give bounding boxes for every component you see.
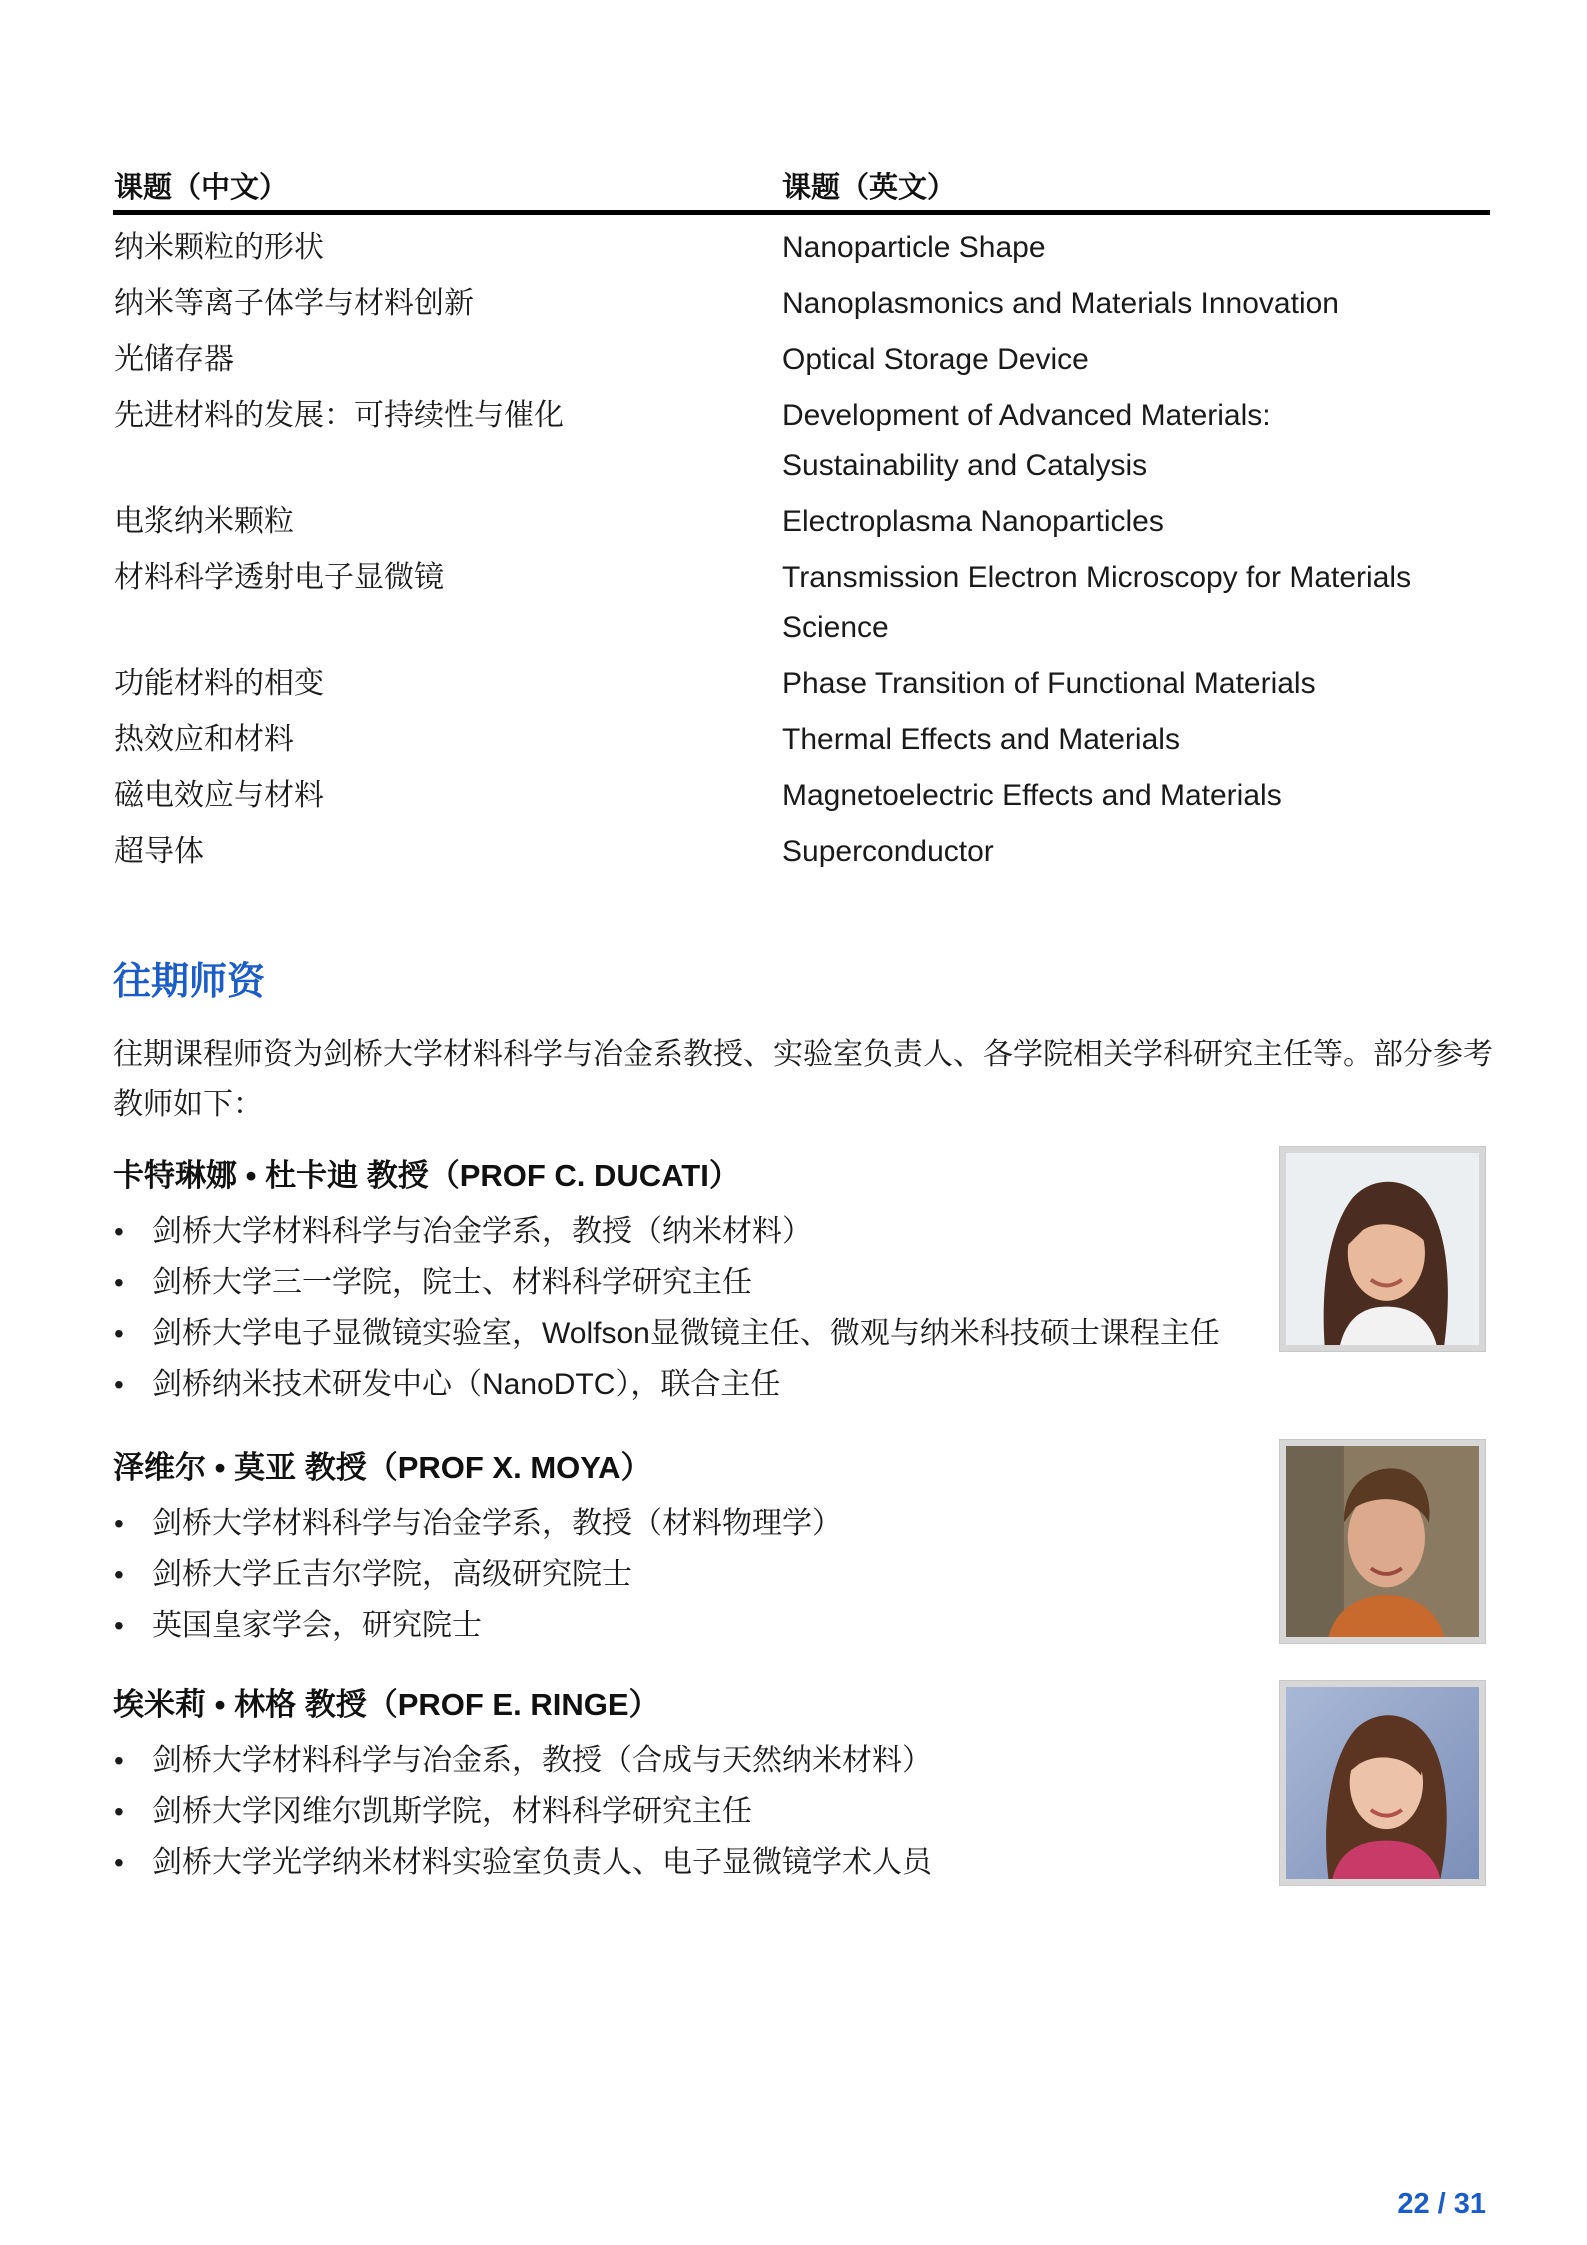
- header-chinese: 课题（中文）: [114, 171, 289, 204]
- topic-en: Magnetoelectric Effects and Materials: [782, 779, 1282, 812]
- table-row: [113, 824, 1490, 880]
- topic-cn: 热效应和材料: [114, 723, 294, 756]
- topic-en: Transmission Electron Microscopy for Materials Science: [782, 561, 1412, 644]
- professor-photo: [1279, 1439, 1486, 1644]
- table-row: [113, 388, 1490, 494]
- section-title: 往期师资: [113, 961, 266, 1003]
- table-row: [113, 332, 1490, 388]
- topic-en: Optical Storage Device: [782, 343, 1089, 376]
- topic-cn: 磁电效应与材料: [114, 779, 324, 812]
- table-row: [113, 220, 1490, 276]
- topic-cn: 电浆纳米颗粒: [114, 505, 294, 538]
- professor-name: 埃米莉 • 林格 教授（PROF E. RINGE）: [113, 1687, 660, 1722]
- list-item: • 剑桥大学丘吉尔学院，高级研究院士: [113, 1549, 1493, 1600]
- topic-en: Superconductor: [782, 835, 994, 868]
- list-item: • 剑桥纳米技术研发中心（NanoDTC），联合主任: [113, 1359, 1493, 1410]
- topic-en: Development of Advanced Materials: Sustainability and Catalysis: [782, 399, 1271, 482]
- topic-en: Nanoplasmonics and Materials Innovation: [782, 287, 1339, 320]
- list-item: • 剑桥大学材料科学与冶金学系，教授（纳米材料）: [113, 1206, 1493, 1257]
- topic-cn: 功能材料的相变: [114, 667, 324, 700]
- list-item: • 剑桥大学材料科学与冶金系，教授（合成与天然纳米材料）: [113, 1735, 1493, 1786]
- table-row: [113, 494, 1490, 550]
- page-number: 22 / 31: [1397, 2188, 1486, 2220]
- header-english: 课题（英文）: [782, 171, 957, 204]
- topic-en: Electroplasma Nanoparticles: [782, 505, 1164, 538]
- table-row: [113, 276, 1490, 332]
- list-item: • 剑桥大学冈维尔凯斯学院，材料科学研究主任: [113, 1786, 1493, 1837]
- list-item: • 剑桥大学光学纳米材料实验室负责人、电子显微镜学术人员: [113, 1837, 1493, 1888]
- table-row: [113, 550, 1490, 656]
- portrait-image: [1286, 1153, 1479, 1345]
- portrait-image: [1286, 1446, 1479, 1637]
- topic-cn: 材料科学透射电子显微镜: [114, 561, 444, 594]
- section-intro: 往期课程师资为剑桥大学材料科学与冶金系教授、实验室负责人、各学院相关学科研究主任等。部分参考教师如下：: [113, 1038, 1493, 1121]
- topic-cn: 纳米颗粒的形状: [114, 231, 324, 264]
- topic-cn: 先进材料的发展：可持续性与催化: [114, 399, 564, 432]
- topic-cn: 纳米等离子体学与材料创新: [114, 287, 474, 320]
- topic-en: Nanoparticle Shape: [782, 231, 1046, 264]
- professor-photo: [1279, 1680, 1486, 1886]
- professor-name: 卡特琳娜 • 杜卡迪 教授（PROF C. DUCATI）: [113, 1158, 740, 1193]
- list-item: • 剑桥大学电子显微镜实验室，Wolfson显微镜主任、微观与纳米科技硕士课程主任: [113, 1308, 1493, 1359]
- table-row: [113, 768, 1490, 824]
- list-item: • 剑桥大学三一学院，院士、材料科学研究主任: [113, 1257, 1493, 1308]
- professor-name: 泽维尔 • 莫亚 教授（PROF X. MOYA）: [113, 1450, 652, 1485]
- topic-en: Phase Transition of Functional Materials: [782, 667, 1316, 700]
- table-row: [113, 656, 1490, 712]
- topics-table: [113, 160, 1490, 880]
- table-row: [113, 712, 1490, 768]
- topic-cn: 超导体: [114, 835, 204, 868]
- list-item: • 剑桥大学材料科学与冶金学系，教授（材料物理学）: [113, 1498, 1493, 1549]
- topic-en: Thermal Effects and Materials: [782, 723, 1180, 756]
- topic-cn: 光储存器: [114, 343, 234, 376]
- list-item: • 英国皇家学会，研究院士: [113, 1600, 1493, 1651]
- table-header: [113, 160, 1490, 215]
- professor-photo: [1279, 1146, 1486, 1352]
- portrait-image: [1286, 1687, 1479, 1879]
